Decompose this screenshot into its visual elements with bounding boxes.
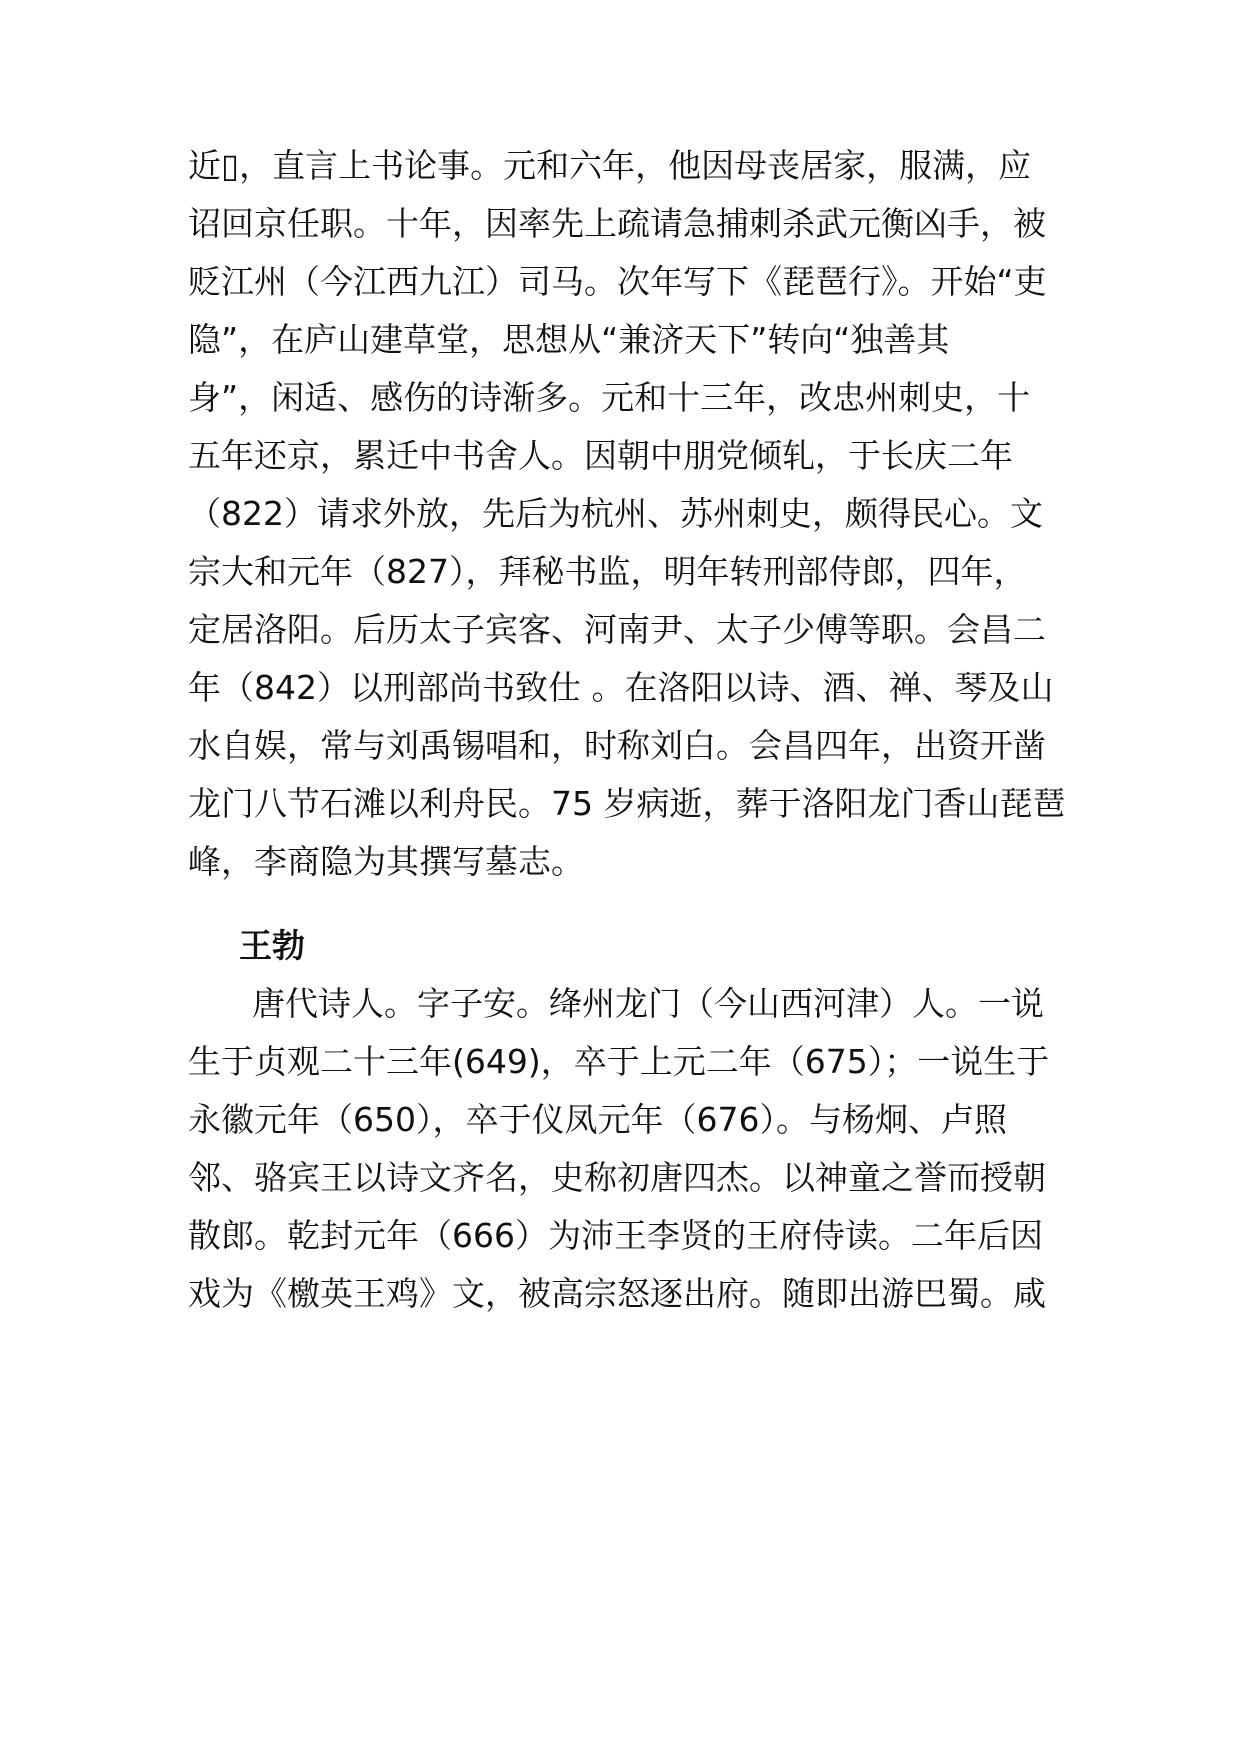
paragraph-line: 水自娱，常与刘禹锡唱和，时称刘白。会昌四年，出资开凿: [188, 726, 1046, 765]
paragraph-line: 戏为《檄英王鸡》文，被高宗怒逐出府。随即出游巴蜀。咸: [188, 1274, 1046, 1313]
paragraph-line: 年（842）以刑部尚书致仕 。在洛阳以诗、酒、禅、琴及山: [188, 668, 1054, 707]
paragraph-line: 宗大和元年（827），拜秘书监，明年转刑部侍郎，四年，: [188, 552, 1027, 591]
paragraph-line: 近▯，直言上书论事。元和六年，他因母丧居家，服满，应: [188, 146, 1032, 185]
paragraph-line: 峰，李商隐为其撰写墓志。: [188, 842, 584, 881]
paragraph-line: 龙门八节石滩以利舟民。75 岁病逝，葬于洛阳龙门香山琵琶: [188, 784, 1066, 823]
paragraph-line: 散郎。乾封元年（666）为沛王李贤的王府侍读。二年后因: [188, 1216, 1043, 1255]
paragraph-line: 诏回京任职。十年，因率先上疏请急捕刺杀武元衡凶手，被: [188, 204, 1046, 243]
paragraph-line: 生于贞观二十三年(649)，卒于上元二年（675）；一说生于: [188, 1042, 1050, 1081]
paragraph-line: 永徽元年（650），卒于仪凤元年（676）。与杨炯、卢照: [188, 1100, 1007, 1139]
paragraph-line: 隐”，在庐山建草堂，思想从“兼济天下”转向“独善其: [188, 320, 950, 359]
paragraph-line: 定居洛阳。后历太子宾客、河南尹、太子少傅等职。会昌二: [188, 610, 1046, 649]
paragraph-line: （822）请求外放，先后为杭州、苏州刺史，颇得民心。文: [188, 494, 1043, 533]
paragraph-line: 身”，闲适、感伤的诗渐多。元和十三年，改忠州刺史，十: [188, 378, 1031, 417]
paragraph-line: 贬江州（今江西九江）司马。次年写下《琵琶行》。开始“吏: [188, 262, 1047, 301]
paragraph-line: 邻、骆宾王以诗文齐名，史称初唐四杰。以神童之誉而授朝: [188, 1158, 1046, 1197]
paragraph-line: 五年还京，累迁中书舍人。因朝中朋党倾轧，于长庆二年: [188, 436, 1013, 475]
paragraph-line: 唐代诗人。字子安。绛州龙门（今山西河津）人。一说: [252, 984, 1044, 1023]
section-heading: 王勃: [239, 926, 305, 965]
